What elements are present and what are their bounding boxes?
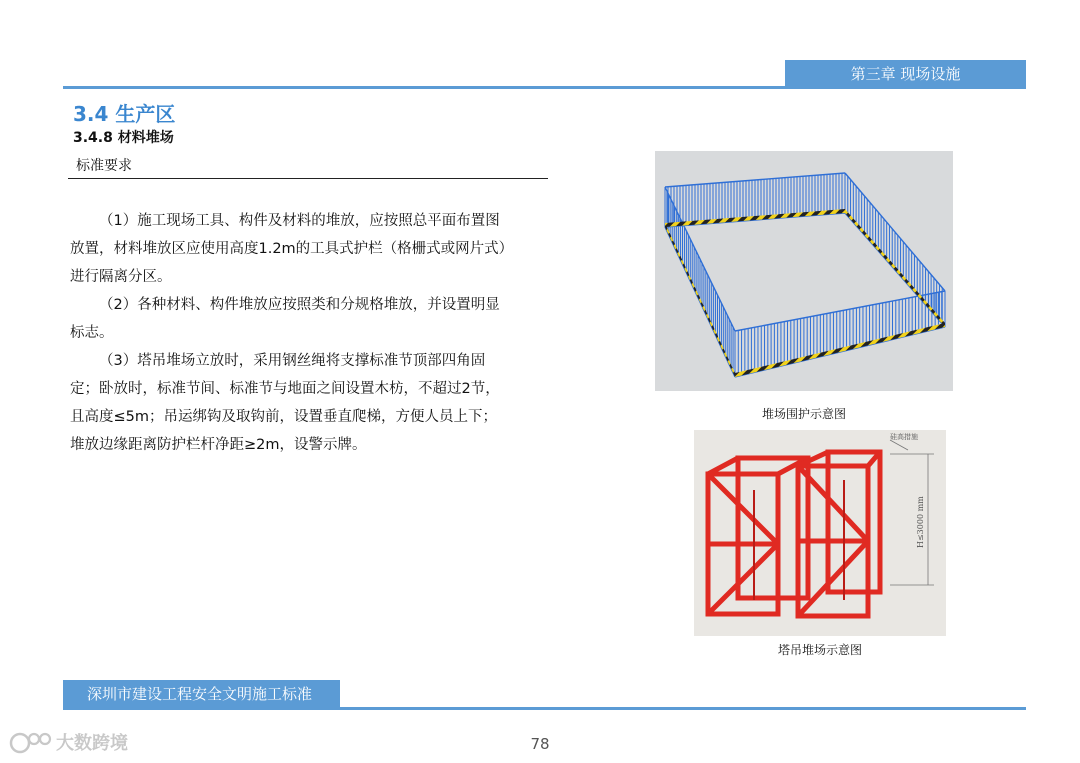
top-annotation: 硅高措施 xyxy=(890,433,918,441)
figure-2-caption: 塔吊堆场示意图 xyxy=(777,643,862,657)
tower-crane-illustration xyxy=(694,430,946,636)
tower-crane-storage-figure xyxy=(694,430,946,636)
fence-yard-figure xyxy=(655,151,953,391)
figure-1-caption: 堆场围护示意图 xyxy=(761,407,846,421)
page-number: 78 xyxy=(530,735,550,753)
footer-rule xyxy=(63,707,1026,710)
paragraph-1: （1）施工现场工具、构件及材料的堆放，应按照总平面布置图放置，材料堆放区应使用高度1.2m的工具式护栏（格栅式或网片式）进行隔离分区。 xyxy=(70,213,506,285)
watermark-logo-icon xyxy=(8,730,52,754)
chapter-tab: 第三章 现场设施 xyxy=(785,60,1026,89)
footer-title: 深圳市建设工程安全文明施工标准 xyxy=(63,680,340,708)
standard-rule xyxy=(68,178,548,179)
height-dimension-label: H≤3000 mm xyxy=(916,496,925,548)
watermark-text: 大数跨境 xyxy=(56,733,128,754)
body-text xyxy=(70,207,508,459)
standard-label: 标准要求 xyxy=(76,158,132,174)
section-title: 3.4 生产区 xyxy=(73,102,176,126)
watermark xyxy=(8,729,128,755)
header-rule xyxy=(63,86,1026,89)
subsection-title: 3.4.8 材料堆场 xyxy=(73,130,174,146)
paragraph-3: （3）塔吊堆场立放时，采用钢丝绳将支撑标准节顶部四角固定；卧放时，标准节间、标准节与地面之间设置木枋，不超过2节，且高度≤5m；吊运绑钩及取钩前，设置垂直爬梯，方便人员上下；堆放边缘距离防护栏杆净距≥2m，设警示牌。 xyxy=(70,353,500,453)
fence-yard-illustration xyxy=(655,151,953,391)
paragraph-2: （2）各种材料、构件堆放应按照类和分规格堆放，并设置明显标志。 xyxy=(70,297,500,341)
